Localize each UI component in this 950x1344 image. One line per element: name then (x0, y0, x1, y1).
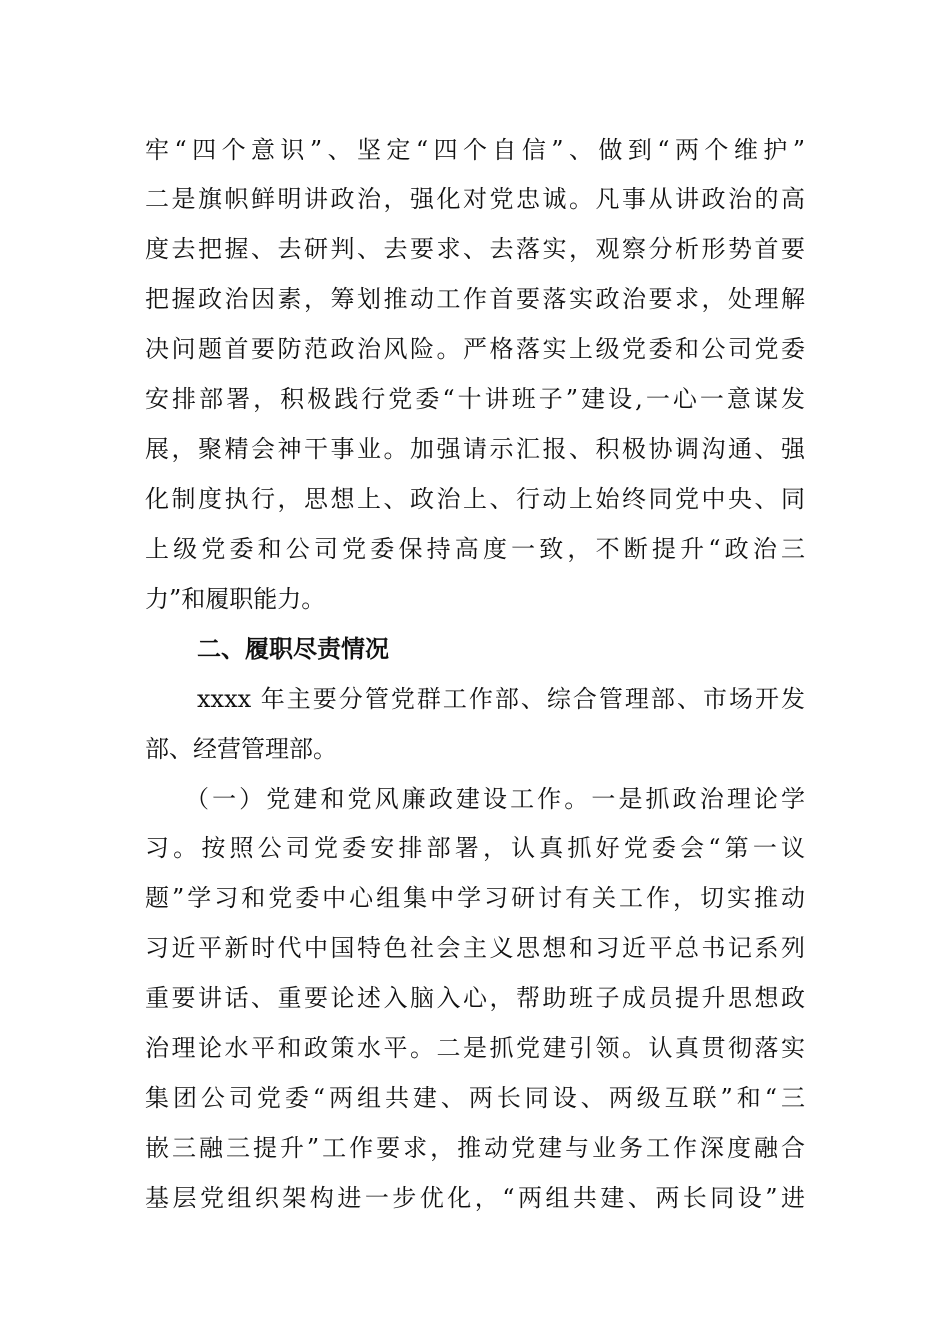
body-text-line: 化制度执行，思想上、政治上、行动上始终同党中央、同 (145, 485, 805, 513)
section-heading: 二、履职尽责情况 (197, 635, 389, 663)
body-text-line: （一）党建和党风廉政建设工作。一是抓政治理论学 (185, 785, 805, 813)
body-text-line: 把握政治因素，筹划推动工作首要落实政治要求，处理解 (145, 285, 805, 313)
body-text-line: 安排部署，积极践行党委“十讲班子”建设,一心一意谋发 (145, 385, 805, 413)
body-text-line: 部、经营管理部。 (145, 735, 337, 763)
body-text-line: 决问题首要防范政治风险。严格落实上级党委和公司党委 (145, 335, 805, 363)
body-text-line: 牢“四个意识”、坚定“四个自信”、做到“两个维护” (145, 136, 805, 164)
body-text-line: 重要讲话、重要论述入脑入心，帮助班子成员提升思想政 (145, 984, 805, 1012)
body-text-line: 嵌三融三提升”工作要求，推动党建与业务工作深度融合 (145, 1134, 805, 1162)
body-text-line: xxxx 年主要分管党群工作部、综合管理部、市场开发 (197, 685, 805, 713)
body-text-line: 集团公司党委“两组共建、两长同设、两级互联”和“三 (145, 1084, 805, 1112)
body-text-line: 习近平新时代中国特色社会主义思想和习近平总书记系列 (145, 934, 805, 962)
body-text-line: 力”和履职能力。 (145, 585, 326, 613)
body-text-line: 度去把握、去研判、去要求、去落实，观察分析形势首要 (145, 235, 805, 263)
body-text-line: 题”学习和党委中心组集中学习研讨有关工作，切实推动 (145, 884, 805, 912)
body-text-line: 习。按照公司党委安排部署，认真抓好党委会“第一议 (145, 834, 805, 862)
body-text-line: 基层党组织架构进一步优化，“两组共建、两长同设”进 (145, 1184, 805, 1212)
body-text-line: 二是旗帜鲜明讲政治，强化对党忠诚。凡事从讲政治的高 (145, 185, 805, 213)
body-text-line: 上级党委和公司党委保持高度一致，不断提升“政治三 (145, 535, 805, 563)
body-text-line: 展，聚精会神干事业。加强请示汇报、积极协调沟通、强 (145, 435, 805, 463)
body-text-line: 治理论水平和政策水平。二是抓党建引领。认真贯彻落实 (145, 1034, 805, 1062)
